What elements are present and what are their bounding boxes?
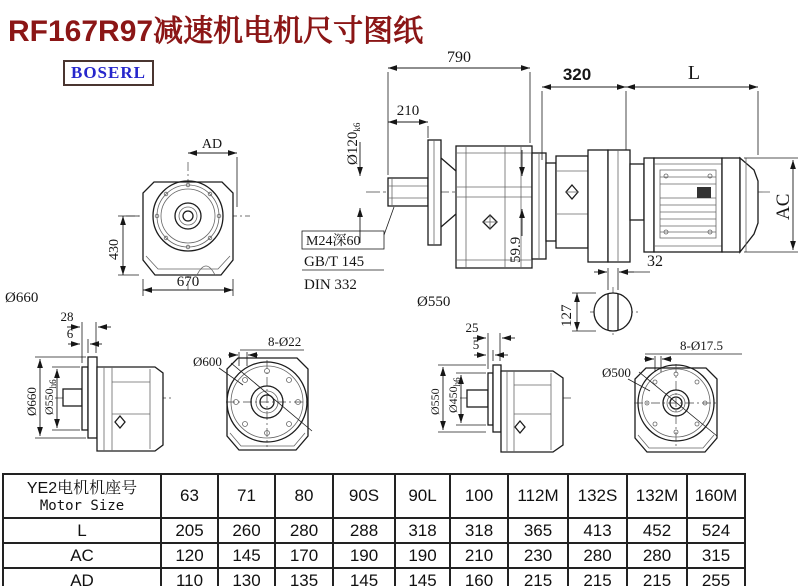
dim-l-label: L [687,62,701,84]
label-shaft-tol: k6 [352,122,362,132]
table-cell: 365 [508,518,568,543]
label-d550: Ø550 [417,294,451,310]
dim-d450-pilot-tol: h6 [452,377,462,387]
dim-6-label: 6 [66,326,74,341]
dim-210-label: 210 [396,103,420,119]
dim-d550-pilot-tol: h6 [48,379,58,389]
dim-d450-pilot: Ø450 [446,386,460,413]
label-shaft-dia: Ø120 [345,131,361,165]
flange-b-front-view [193,334,312,450]
table-cell: 135 [275,568,333,586]
svg-text:Ø550h6 [42,379,58,415]
table-cell: 145 [395,568,450,586]
table-cell: 318 [450,518,508,543]
table-cell: 452 [627,518,687,543]
table-cell: 280 [627,543,687,568]
svg-text:Ø120k6 [345,122,362,165]
col-header: 71 [218,474,275,518]
table-row-ac [3,543,745,568]
dim-32-label: 32 [647,253,663,270]
dim-59-9-label: 59.9 [508,236,524,263]
table-header-row [3,474,745,518]
header-en: Motor Size [39,497,125,514]
table-cell: 288 [333,518,395,543]
col-header: 63 [161,474,218,518]
table-cell: 215 [508,568,568,586]
flange-a-side-view [24,309,172,451]
dim-430-label: 430 [107,239,122,260]
dim-25-label: 25 [465,320,479,335]
gearbox-front-view [5,137,250,306]
page-title: RF167R97减速机电机尺寸图纸 [8,15,424,48]
dim-d660-rot: Ø660 [24,387,39,416]
flange-d-front-view [602,338,742,452]
adapter-view [546,150,644,262]
table-cell: 315 [687,543,745,568]
table-cell: 230 [508,543,568,568]
table-cell: 130 [218,568,275,586]
col-header: 100 [450,474,508,518]
table-cell: 524 [687,518,745,543]
dim-d550c-rot: Ø550 [428,388,442,415]
terminal-box-mark [697,187,711,198]
table-cell: 318 [395,518,450,543]
col-header: 80 [275,474,333,518]
label-gbt145: GB/T 145 [304,254,365,270]
table-cell: 413 [568,518,627,543]
label-d500: Ø500 [602,365,631,380]
dim-8d175-label: 8-Ø17.5 [680,338,723,353]
col-header: 132S [568,474,627,518]
table-cell: 145 [333,568,395,586]
dim-790-label: 790 [447,49,471,66]
table-cell: 145 [218,543,275,568]
label-d660: Ø660 [5,290,39,306]
row-label: L [3,518,161,543]
table-cell: 205 [161,518,218,543]
table-cell: 215 [627,568,687,586]
col-header: 160M [687,474,745,518]
table-cell: 210 [450,543,508,568]
label-m24: M24深60 [306,234,361,249]
table-cell: 255 [687,568,745,586]
svg-text:Ø450h6 [446,377,462,413]
col-header: 90L [395,474,450,518]
table-cell: 160 [450,568,508,586]
table-cell: 170 [275,543,333,568]
table-row-l [3,518,745,543]
dim-8d22-label: 8-Ø22 [268,334,302,349]
table-cell: 190 [333,543,395,568]
table-cell: 120 [161,543,218,568]
motor-size-table [2,473,746,586]
row-label: AC [3,543,161,568]
dim-ad-label: AD [201,137,223,152]
dim-320-label: 320 [562,65,592,84]
label-d600: Ø600 [193,354,222,369]
dim-d550-pilot: Ø550 [42,388,56,415]
col-header: 112M [508,474,568,518]
dim-28-label: 28 [60,309,74,324]
label-din332: DIN 332 [304,277,357,293]
table-cell: 110 [161,568,218,586]
row-label: AD [3,568,161,586]
brand-logo: BOSERL [63,60,154,86]
table-row-ad [3,568,745,586]
col-header: 90S [333,474,395,518]
shaft-section-view [559,253,663,337]
dim-127-label: 127 [559,304,575,327]
col-header: 132M [627,474,687,518]
table-cell: 280 [568,543,627,568]
dim-ac-label: AC [773,193,794,220]
dim-670-label: 670 [176,274,200,290]
flange-c-side-view [428,320,572,452]
table-cell: 260 [218,518,275,543]
table-cell: 190 [395,543,450,568]
header-motor-size [3,474,161,518]
dim-5-label: 5 [472,337,480,352]
table-cell: 215 [568,568,627,586]
table-cell: 280 [275,518,333,543]
header-cn: YE2电机机座号 [26,479,138,497]
